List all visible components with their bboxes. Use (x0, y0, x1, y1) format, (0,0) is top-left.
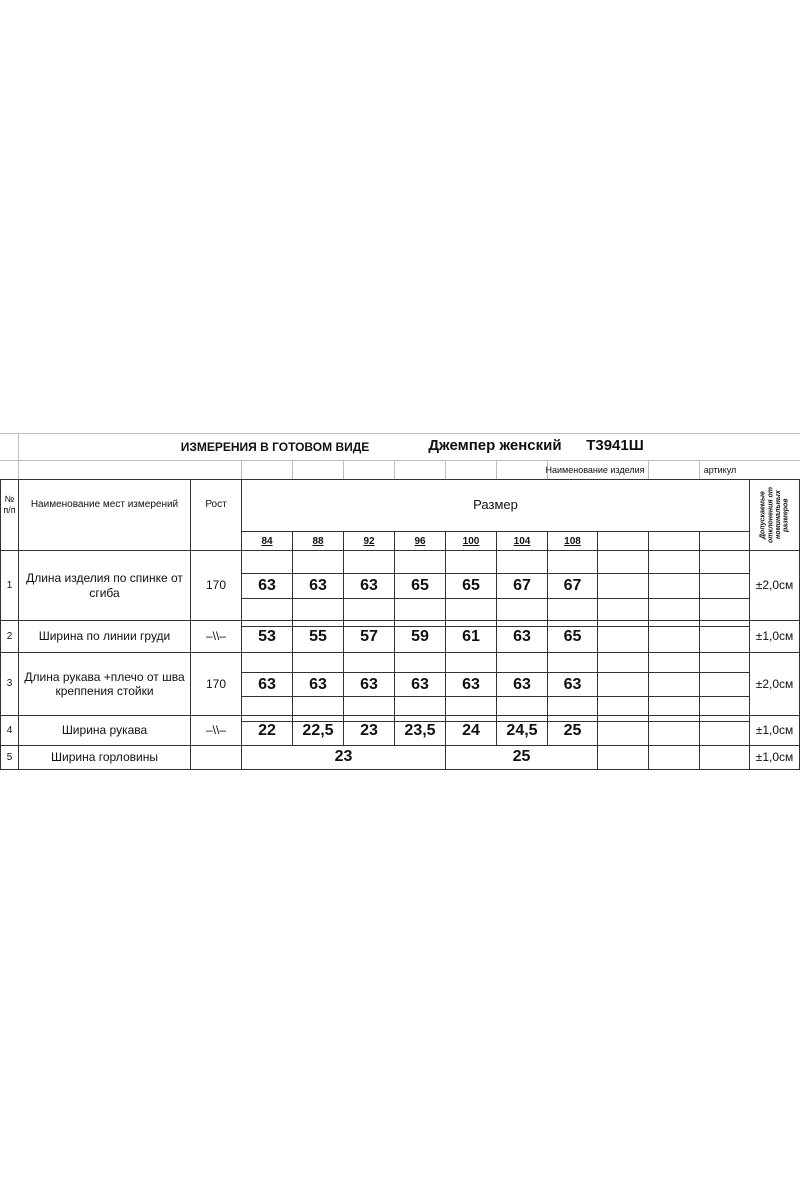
measurement-name: Длина изделия по спинке от сгиба (26, 571, 183, 600)
measurement-value: 61 (462, 628, 480, 646)
row-number: 3 (6, 678, 13, 689)
height-value: –\\– (205, 723, 226, 738)
size-label: 108 (564, 536, 581, 547)
measurement-value: 57 (360, 628, 378, 646)
size-label: 88 (312, 536, 324, 547)
row-number: 2 (6, 630, 13, 642)
article-caption: артикул (703, 464, 737, 475)
product-name-caption: Наименование изделия (545, 464, 645, 475)
measurement-value: 67 (563, 577, 582, 595)
measurement-name: Ширина горловины (51, 750, 158, 765)
tolerance-value: ±1,0см (755, 750, 794, 765)
height-value: –\\– (205, 629, 226, 644)
measurement-value: 24,5 (506, 722, 538, 740)
tolerance-value: ±1,0см (755, 629, 794, 644)
height-value: 170 (205, 676, 227, 691)
measurement-value: 65 (411, 577, 429, 595)
column-header-tolerance: Допускаемые отклонения от номинальных размеров (759, 487, 790, 543)
measurement-value: 63 (360, 577, 378, 595)
measurement-value: 63 (513, 628, 531, 646)
tolerance-value: ±2,0см (755, 676, 794, 691)
measurement-value: 63 (360, 675, 378, 693)
measurement-group-value: 23 (334, 748, 353, 766)
measurement-value: 63 (309, 675, 327, 693)
article-number: Т3941Ш (586, 437, 644, 454)
measurement-value: 22 (258, 722, 276, 740)
column-header-measure-name: Наименование мест измерений (30, 499, 179, 510)
measurement-value: 65 (563, 628, 582, 646)
row-number: 4 (6, 724, 13, 736)
product-name: Джемпер женский (428, 437, 562, 454)
row-number: 5 (6, 751, 13, 763)
tolerance-value: ±2,0см (755, 578, 794, 593)
column-header-height: Рост (205, 499, 227, 510)
column-header-size: Размер (473, 497, 518, 513)
measurement-value: 53 (258, 628, 276, 646)
measurement-value: 63 (462, 675, 480, 693)
sheet-title: ИЗМЕРЕНИЯ В ГОТОВОМ ВИДЕ (180, 439, 370, 454)
tolerance-value: ±1,0см (755, 723, 794, 738)
size-label: 84 (261, 536, 273, 547)
measurement-value: 24 (462, 722, 480, 740)
measurement-value: 25 (563, 722, 582, 740)
measurement-value: 65 (462, 577, 480, 595)
measurement-name: Ширина рукава (61, 723, 148, 738)
height-value: 170 (205, 578, 227, 593)
measurement-value: 55 (309, 628, 327, 646)
measurement-value: 63 (411, 675, 429, 693)
column-header-number: № п/п (3, 494, 16, 515)
measurement-value: 23 (360, 722, 378, 740)
measurement-value: 67 (513, 577, 531, 595)
measurement-value: 22,5 (302, 722, 334, 740)
row-number: 1 (6, 579, 13, 591)
measurement-value: 23,5 (404, 722, 436, 740)
size-label: 92 (363, 536, 375, 547)
measurement-name: Ширина по линии груди (38, 629, 171, 644)
measurement-value: 63 (563, 675, 582, 693)
measurement-value: 63 (309, 577, 327, 595)
size-label: 96 (414, 536, 426, 547)
size-label: 104 (513, 536, 531, 547)
measurement-value: 63 (258, 577, 276, 595)
height-value (191, 746, 241, 769)
measurement-group-value: 25 (512, 748, 531, 766)
measurement-value: 63 (513, 675, 531, 693)
measurement-name: Длина рукава +плечо от шва креппения стойки (24, 669, 185, 698)
measurement-value: 59 (411, 628, 429, 646)
size-label: 100 (462, 536, 480, 547)
measurement-value: 63 (258, 675, 276, 693)
